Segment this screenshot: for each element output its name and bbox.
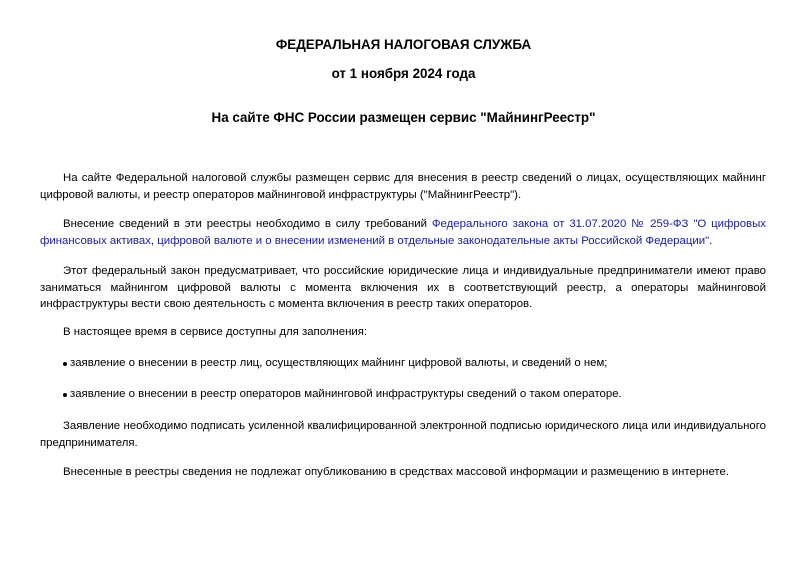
- agency-heading: ФЕДЕРАЛЬНАЯ НАЛОГОВАЯ СЛУЖБА: [275, 37, 532, 52]
- bullet-icon: [63, 393, 67, 397]
- paragraph-law-provisions: Этот федеральный закон предусматривает, что российские юридические лица и индивидуальные предприниматели имеют право заниматься майнингом цифровой валюты с момента включения их в соответствующий реестр, а операторы майнинговой инфраструктуры вести свою деятельность с момента включения в реестр таких операторов.: [40, 265, 766, 310]
- paragraph-legal-basis: [40, 216, 766, 249]
- paragraph-available-forms: В настоящее время в сервисе доступны для заполнения:: [63, 326, 368, 338]
- document-date: от 1 ноября 2024 года: [331, 66, 476, 81]
- bullet-icon: [63, 362, 67, 366]
- paragraph-signature: Заявление необходимо подписать усиленной квалифицированной электронной подписью юридического лица или индивидуального предпринимателя.: [40, 420, 766, 449]
- document-title: На сайте ФНС России размещен сервис "МайнингРеестр": [211, 110, 596, 125]
- paragraph-publication: Внесенные в реестры сведения не подлежат опубликованию в средствах массовой информации и размещению в интернете.: [63, 466, 729, 478]
- list-item: [63, 355, 766, 372]
- federal-law-link[interactable]: Федерального закона от 31.07.2020 № 259-ФЗ "О цифровых финансовых активах, цифровой валюте и о внесении изменений в отдельные законодательные акты Российской Федерации": [40, 218, 766, 247]
- list-item-text: заявление о внесении в реестр лиц, осуществляющих майнинг цифровой валюты, и сведений о нем;: [70, 357, 608, 369]
- legal-basis-text: Внесение сведений в эти реестры необходимо в силу требований: [63, 218, 432, 230]
- list-item-text: заявление о внесении в реестр операторов майнинговой инфраструктуры сведений о таком операторе.: [70, 388, 622, 400]
- list-item: [63, 386, 766, 403]
- legal-basis-end: .: [709, 234, 713, 247]
- paragraph-intro: На сайте Федеральной налоговой службы размещен сервис для внесения в реестр сведений о лицах, осуществляющих майнинг цифровой валюты, и реестр операторов майнинговой инфраструктуры ("МайнингРеестр").: [40, 172, 766, 201]
